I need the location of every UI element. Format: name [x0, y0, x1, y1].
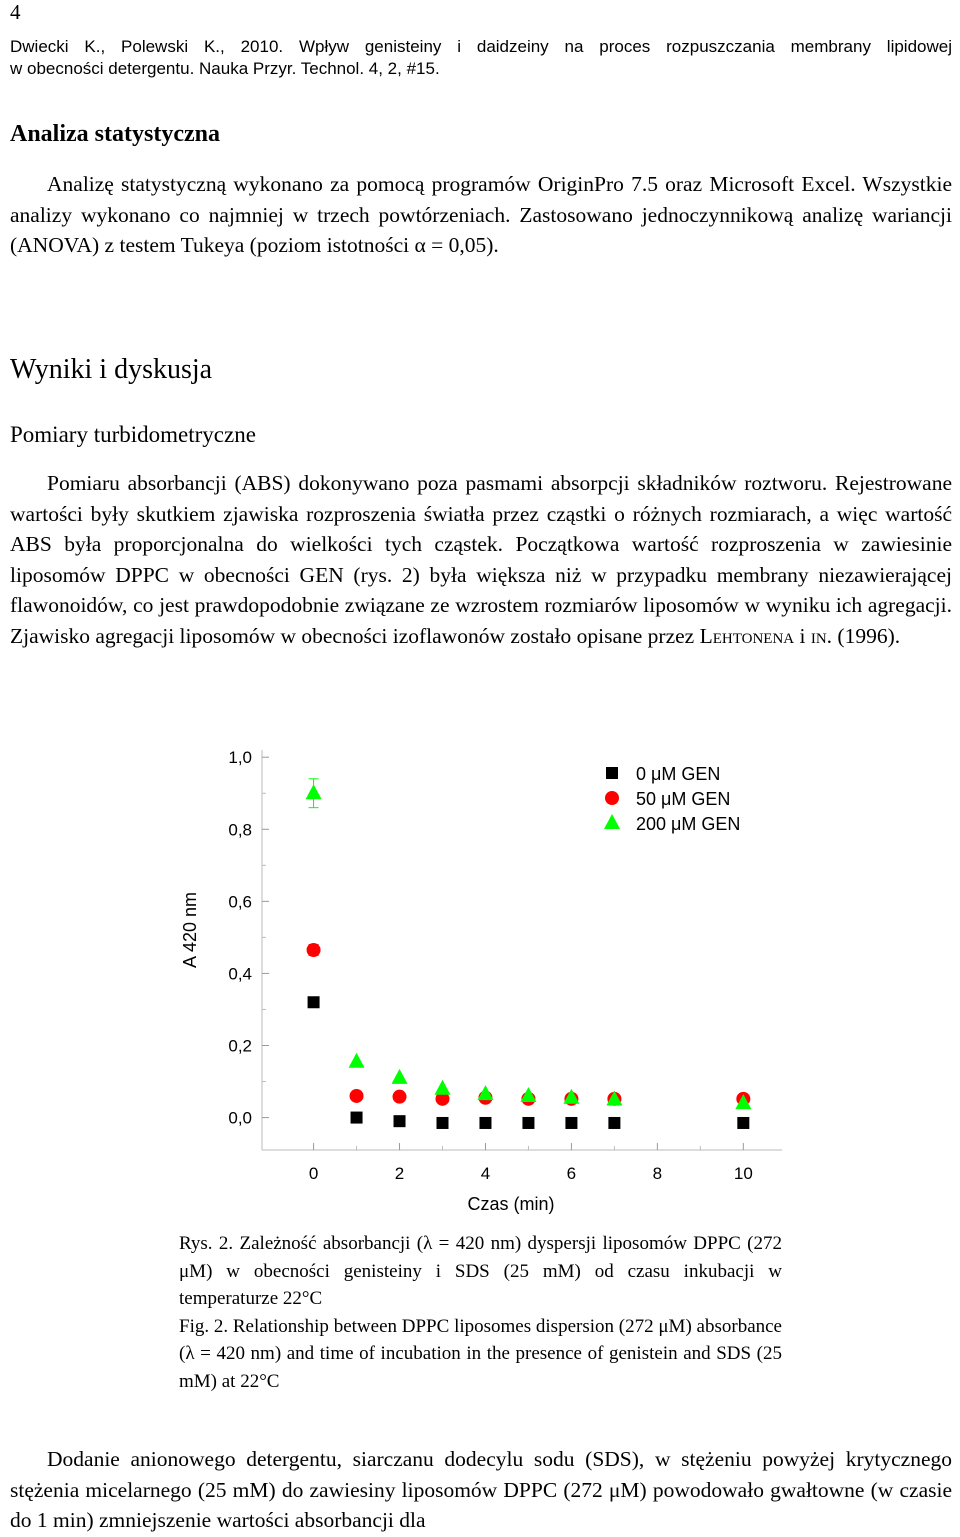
data-point [349, 1053, 365, 1068]
data-point [436, 1117, 448, 1129]
legend-marker [606, 767, 618, 779]
data-point [351, 1112, 363, 1124]
y-tick-label: 0,2 [228, 1036, 252, 1056]
data-point [522, 1117, 534, 1129]
data-point [307, 943, 321, 957]
x-tick-label: 2 [394, 1164, 405, 1183]
data-point [608, 1117, 620, 1129]
y-tick-label: 0,6 [228, 892, 252, 912]
plot-frame [262, 750, 782, 1150]
data-point [520, 1087, 536, 1102]
x-tick-label: 8 [652, 1164, 663, 1183]
citation-line-1: Dwiecki K., Polewski K., 2010. Wpływ genisteiny i daidzeiny na proces rozpuszczania membrany lipidowej [10, 37, 952, 56]
x-tick-label: 0 [308, 1164, 319, 1183]
x-tick-label: 6 [566, 1164, 577, 1183]
legend-marker [605, 791, 619, 805]
absorbance-chart [0, 735, 960, 1225]
bottom-paragraph [10, 1444, 952, 1536]
data-point [392, 1069, 408, 1084]
caption-english: Fig. 2. Relationship between DPPC liposomes dispersion (272 μM) absorbance (λ = 420 nm) and time of incubation in the presence of genistein and SDS (25 mM) at 22°C [179, 1315, 782, 1392]
x-tick-label: 10 [733, 1164, 753, 1183]
data-point [306, 784, 322, 799]
legend-label: 50 μM GEN [636, 789, 731, 809]
caption-polish: Rys. 2. Zależność absorbancji (λ = 420 nm) dyspersji liposomów DPPC (272 μM) w obecności genisteiny i SDS (25 mM) od czasu inkubacji w temperaturze 22°C [179, 1233, 782, 1309]
stats-heading: Analiza statystyczna [10, 121, 220, 147]
x-axis-label: Czas (min) [467, 1194, 555, 1214]
citation-header [10, 36, 952, 80]
x-tick-label: 4 [480, 1164, 491, 1183]
legend-label: 0 μM GEN [636, 764, 721, 784]
data-point [479, 1117, 491, 1129]
data-point [434, 1080, 450, 1095]
legend-label: 200 μM GEN [636, 814, 741, 834]
section-results [10, 354, 212, 386]
ref-author: Lehtonena [699, 623, 795, 648]
data-point [350, 1089, 364, 1103]
legend-marker [604, 814, 620, 829]
ref-in: in [810, 623, 827, 648]
data-point [737, 1117, 749, 1129]
ref-year: . (1996). [826, 623, 901, 648]
subsection-turbidometry [10, 422, 256, 448]
figure-caption [179, 1230, 782, 1395]
data-point [308, 996, 320, 1008]
y-tick-label: 0,0 [228, 1108, 252, 1128]
results-text: Pomiaru absorbancji (ABS) dokonywano poza pasmami absorpcji składników roztworu. Rejestrowane wartości były skutkiem zjawiska rozproszenia światła przez cząstki o różnych rozmiarach, a więc wartość ABS była proporcjonalna do wielkości tych cząstek. Początkowa wartość rozproszenia w zawiesinie liposomów DPPC w obecności GEN (rys. 2) była większa niż w przypadku membrany niezawierającej flawonoidów, co jest prawdopodobnie związane ze wzrostem rozmiarów liposomów w wyniku ich agregacji. Zjawisko agregacji liposomów w obecności izoflawonów zostało opisane przez [10, 471, 952, 648]
results-subheading: Pomiary turbidometryczne [10, 422, 256, 447]
y-tick-label: 0,8 [228, 820, 252, 840]
data-point [565, 1117, 577, 1129]
data-point [394, 1115, 406, 1127]
x-axis [309, 1143, 753, 1183]
chart-legend [604, 764, 740, 834]
stats-text: Analizę statystyczną wykonano za pomocą programów OriginPro 7.5 oraz Microsoft Excel. Wszystkie analizy wykonano co najmniej w trzech powtórzeniach. Zastosowano jednoczynnikową analizę wariancji (ANOVA) z testem Tukeya (poziom istotności α = 0,05). [10, 172, 952, 257]
ref-i: i [794, 623, 811, 648]
stats-paragraph [10, 169, 952, 261]
y-axis [228, 748, 269, 1127]
y-axis-label: A 420 nm [180, 891, 200, 969]
citation-line-2: w obecności detergentu. Nauka Przyr. Technol. 4, 2, #15. [10, 59, 440, 78]
results-paragraph [10, 468, 952, 651]
section-stats [10, 121, 220, 148]
y-tick-label: 1,0 [228, 748, 252, 768]
bottom-text: Dodanie anionowego detergentu, siarczanu dodecylu sodu (SDS), w stężeniu powyżej krytycznego stężenia micelarnego (25 mM) do zawiesiny liposomów DPPC (272 μM) powodowało gwałtowne (w czasie do 1 min) zmniejszenie wartości absorbancji dla [10, 1447, 952, 1532]
results-heading: Wyniki i dyskusja [10, 354, 213, 385]
y-tick-label: 0,4 [228, 964, 252, 984]
data-point [477, 1085, 493, 1100]
data-point [393, 1090, 407, 1104]
page-number: 4 [10, 0, 21, 24]
